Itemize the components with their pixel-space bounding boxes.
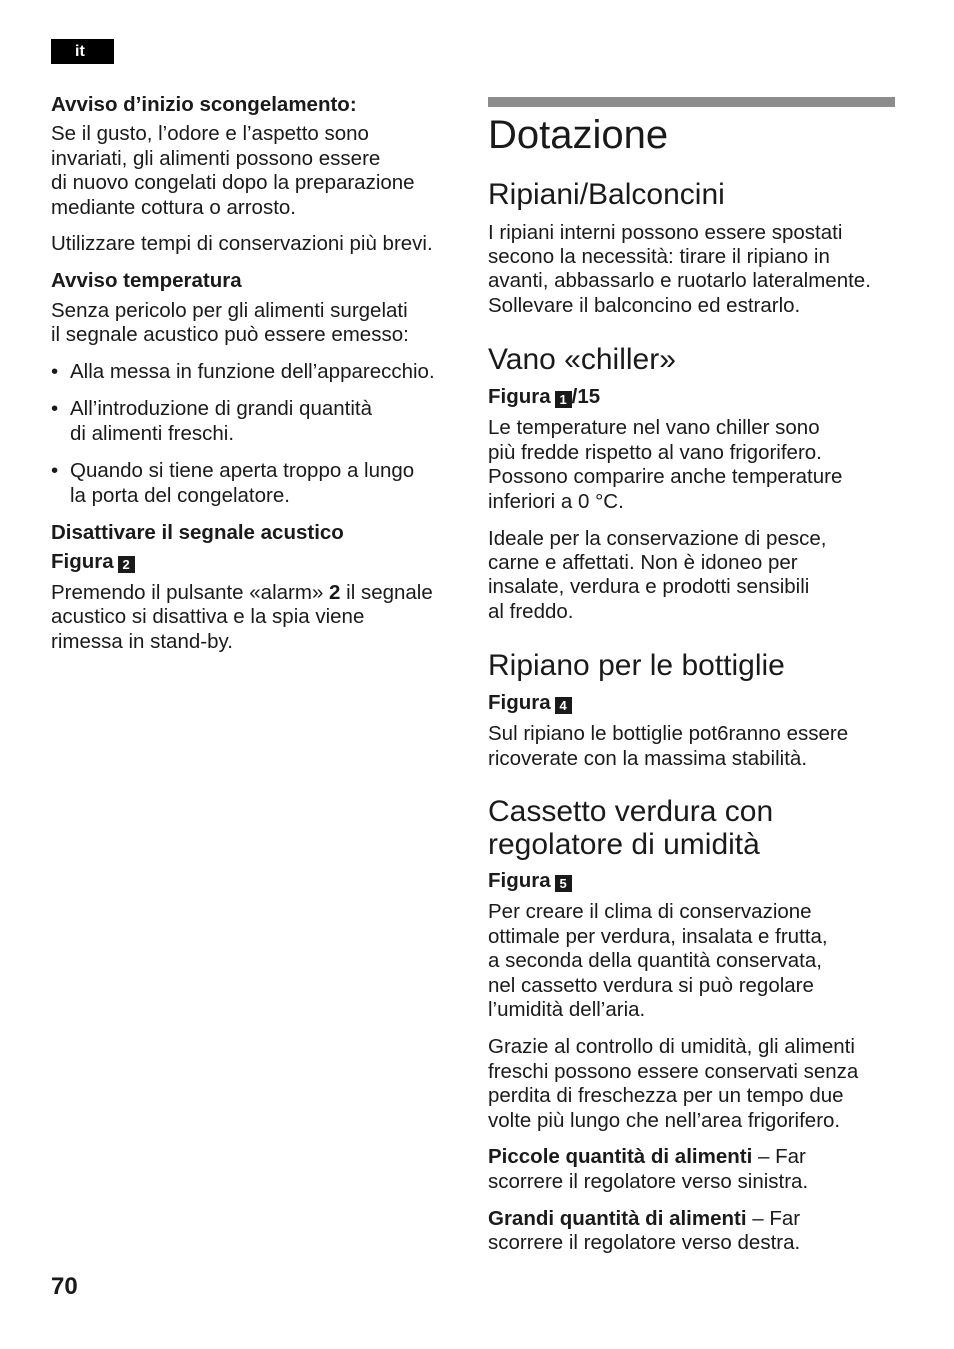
- body-line: Grazie al controllo di umidità, gli alimenti: [488, 1035, 855, 1058]
- body-line: I ripiani interni possono essere spostati: [488, 221, 843, 244]
- body-line: inferiori a 0 °C.: [488, 490, 624, 513]
- vegetable-drawer-heading: Cassetto verdura con: [488, 795, 774, 828]
- page-number: 70: [51, 1273, 78, 1300]
- section-divider-bar: [488, 97, 895, 107]
- figure-number-badge: 1: [555, 391, 572, 408]
- bullet-icon: •: [51, 360, 59, 383]
- body-line: a seconda della quantità conservata,: [488, 949, 822, 972]
- body-line: il segnale acustico può essere emesso:: [51, 323, 409, 346]
- body-line: rimessa in stand-by.: [51, 630, 233, 653]
- body-line: Per creare il clima di conservazione: [488, 900, 812, 923]
- temperature-warning-heading: Avviso temperatura: [51, 269, 242, 292]
- figure-number-badge: 4: [555, 697, 572, 714]
- language-tag: it: [51, 39, 114, 64]
- body-line: Utilizzare tempi di conservazioni più brevi.: [51, 232, 433, 255]
- body-line: Ideale per la conservazione di pesce,: [488, 527, 827, 550]
- figure-number-badge: 5: [555, 875, 572, 892]
- body-line: di nuovo congelati dopo la preparazione: [51, 171, 415, 194]
- body-line: l’umidità dell’aria.: [488, 998, 646, 1021]
- body-line: Le temperature nel vano chiller sono: [488, 416, 820, 439]
- body-line: freschi possono essere conservati senza: [488, 1060, 859, 1083]
- body-line: acustico si disattiva e la spia viene: [51, 605, 365, 628]
- bottle-shelf-heading: Ripiano per le bottiglie: [488, 649, 785, 682]
- bullet-icon: •: [51, 459, 59, 482]
- large-quantity-line: Grandi quantità di alimenti – Far: [488, 1207, 801, 1230]
- body-line: scorrere il regolatore verso sinistra.: [488, 1170, 809, 1193]
- body-line: ottimale per verdura, insalata e frutta,: [488, 925, 828, 948]
- body-line: avanti, abbassarlo e ruotarlo lateralmente.: [488, 269, 871, 292]
- body-line: carne e affettati. Non è idoneo per: [488, 551, 798, 574]
- body-line: insalate, verdura e prodotti sensibili: [488, 575, 810, 598]
- figure-ref: Figura 4: [488, 691, 572, 715]
- body-line: Se il gusto, l’odore e l’aspetto sono: [51, 122, 369, 145]
- body-line: più fredde rispetto al vano frigorifero.: [488, 441, 822, 464]
- bullet-icon: •: [51, 397, 59, 420]
- shelves-heading: Ripiani/Balconcini: [488, 178, 725, 211]
- page-title: Dotazione: [488, 113, 669, 157]
- chiller-heading: Vano «chiller»: [488, 343, 676, 376]
- figure-ref: Figura 5: [488, 869, 572, 893]
- body-line: volte più lungo che nell’area frigorifero.: [488, 1109, 841, 1132]
- body-line: perdita di freschezza per un tempo due: [488, 1084, 844, 1107]
- body-line: Premendo il pulsante «alarm» 2 il segnale: [51, 581, 433, 604]
- body-line: Sul ripiano le bottiglie pot6ranno essere: [488, 722, 849, 745]
- defrost-warning-heading: Avviso d’inizio scongelamento:: [51, 93, 357, 116]
- body-line: ricoverate con la massima stabilità.: [488, 747, 808, 770]
- figure-ref: Figura 2: [51, 550, 135, 574]
- disable-alarm-heading: Disattivare il segnale acustico: [51, 521, 344, 544]
- figure-ref: Figura 1 /15: [488, 385, 601, 408]
- body-line: Senza pericolo per gli alimenti surgelati: [51, 299, 408, 322]
- body-line: nel cassetto verdura si può regolare: [488, 974, 814, 997]
- body-line: Possono comparire anche temperature: [488, 465, 843, 488]
- body-line: invariati, gli alimenti possono essere: [51, 147, 381, 170]
- body-line: secono la necessità: tirare il ripiano in: [488, 245, 830, 268]
- small-quantity-line: Piccole quantità di alimenti – Far: [488, 1145, 806, 1168]
- vegetable-drawer-heading-line2: regolatore di umidità: [488, 828, 760, 861]
- body-line: scorrere il regolatore verso destra.: [488, 1231, 801, 1254]
- body-line: Sollevare il balconcino ed estrarlo.: [488, 294, 801, 317]
- figure-number-badge: 2: [118, 556, 135, 573]
- body-line: al freddo.: [488, 600, 574, 623]
- body-line: mediante cottura o arrosto.: [51, 196, 296, 219]
